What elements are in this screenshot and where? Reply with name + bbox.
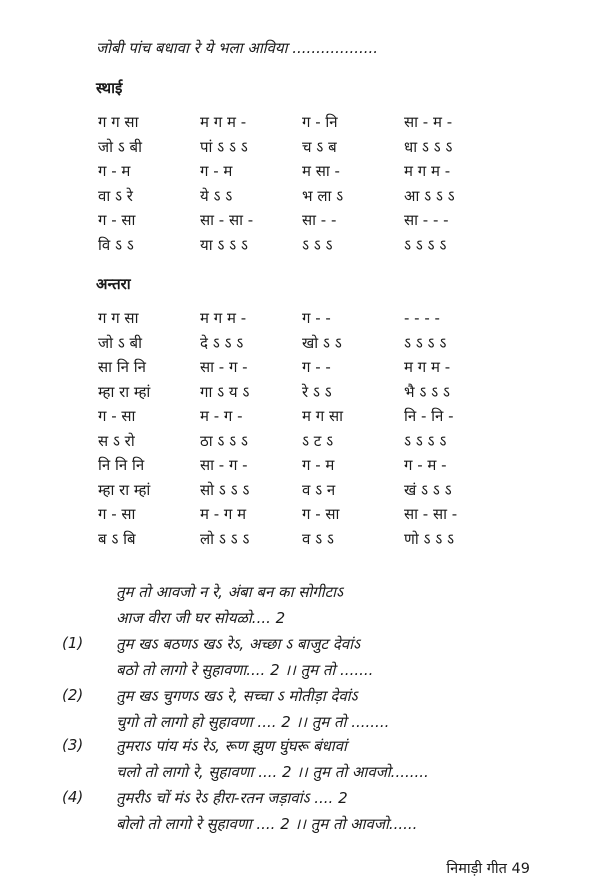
table-cell: वा ऽ रे bbox=[98, 186, 133, 205]
table-cell: सा - सा - bbox=[404, 505, 458, 524]
table-row bbox=[98, 355, 498, 380]
table-row bbox=[98, 306, 498, 331]
table-cell: खं ऽ ऽ ऽ bbox=[404, 480, 452, 499]
table-row bbox=[98, 502, 498, 527]
stanza-line: तुमरीऽ चों मंऽ रेऽ हीरा-रतन जड़ावांऽ .... 2 bbox=[116, 789, 348, 807]
table-cell: म - ग - bbox=[200, 407, 243, 426]
antara-notation-table bbox=[98, 306, 498, 551]
table-cell: व ऽ न bbox=[302, 480, 336, 499]
table-cell: खो ऽ ऽ bbox=[302, 333, 342, 352]
table-cell: ग - - bbox=[302, 358, 331, 377]
table-cell: ग - म - bbox=[404, 456, 447, 475]
table-row bbox=[98, 429, 498, 454]
stanza-line: तुम खऽ बठणऽ खऽ रेऽ, अच्छा ऽ बाजुट देवांऽ bbox=[116, 635, 360, 653]
stanza-line: बोलो तो लागो रे सुहावणा .... 2 ।। तुम तो आवजो...... bbox=[116, 815, 418, 833]
table-cell: म ग म - bbox=[404, 358, 451, 377]
table-cell: ठा ऽ ऽ ऽ bbox=[200, 431, 248, 450]
table-cell: ग - नि bbox=[302, 113, 338, 132]
table-cell: दे ऽ ऽ ऽ bbox=[200, 333, 244, 352]
stanza-number: (4) bbox=[62, 788, 84, 806]
table-cell: रे ऽ ऽ bbox=[302, 382, 332, 401]
table-cell: लो ऽ ऽ ऽ bbox=[200, 529, 250, 548]
table-cell: सो ऽ ऽ ऽ bbox=[200, 480, 250, 499]
stanza-number: (1) bbox=[62, 634, 84, 652]
table-cell: सा - ग - bbox=[200, 358, 248, 377]
table-cell: जो ऽ बी bbox=[98, 333, 143, 352]
table-cell: ग - म bbox=[302, 456, 335, 475]
table-row bbox=[98, 380, 498, 405]
table-cell: नि नि नि bbox=[98, 456, 145, 475]
table-cell: सा - ग - bbox=[200, 456, 248, 475]
table-cell: जो ऽ बी bbox=[98, 137, 143, 156]
table-cell: ग - - bbox=[302, 309, 331, 328]
table-row bbox=[98, 404, 498, 429]
table-cell: ग - सा bbox=[302, 505, 340, 524]
sthayi-notation-table bbox=[98, 110, 498, 257]
antara-heading: अन्तरा bbox=[96, 275, 131, 293]
table-cell: सा नि नि bbox=[98, 358, 146, 377]
stanza-number: (2) bbox=[62, 686, 84, 704]
stanza-line: बठो तो लागो रे सुहावणा.... 2 ।। तुम तो ....... bbox=[116, 661, 374, 679]
table-cell: म ग म - bbox=[200, 309, 247, 328]
table-cell: म सा - bbox=[302, 162, 340, 181]
table-cell: च ऽ ब bbox=[302, 137, 337, 156]
table-row bbox=[98, 233, 498, 258]
table-cell: धा ऽ ऽ ऽ bbox=[404, 137, 453, 156]
table-row bbox=[98, 331, 498, 356]
sthayi-heading: स्थाई bbox=[96, 79, 123, 97]
table-cell: म ग म - bbox=[200, 113, 247, 132]
stanza-line: चुगो तो लागो हो सुहावणा .... 2 ।। तुम तो ........ bbox=[116, 713, 390, 731]
title-line: जोबी पांच बधावा रे ये भला आविया .................. bbox=[96, 39, 379, 57]
table-row bbox=[98, 478, 498, 503]
table-cell: णो ऽ ऽ ऽ bbox=[404, 529, 455, 548]
table-cell: व ऽ ऽ bbox=[302, 529, 334, 548]
table-cell: सा - म - bbox=[404, 113, 453, 132]
table-row bbox=[98, 453, 498, 478]
table-cell: नि - नि - bbox=[404, 407, 454, 426]
page-footer: निमाड़ी गीत 49 bbox=[446, 861, 530, 877]
table-cell: भै ऽ ऽ ऽ bbox=[404, 382, 450, 401]
table-cell: आ ऽ ऽ ऽ bbox=[404, 186, 455, 205]
table-row bbox=[98, 527, 498, 552]
stanza-line: तुम खऽ चुगणऽ खऽ रे, सच्चा ऽ मोतीड़ा देवांऽ bbox=[116, 687, 358, 705]
table-cell: ग - सा bbox=[98, 505, 136, 524]
stanza-number: (3) bbox=[62, 736, 84, 754]
table-cell: ग ग सा bbox=[98, 113, 139, 132]
table-cell: म ग सा bbox=[302, 407, 343, 426]
table-cell: स ऽ रो bbox=[98, 431, 135, 450]
table-cell: भ ला ऽ bbox=[302, 186, 344, 205]
table-cell: या ऽ ऽ ऽ bbox=[200, 235, 248, 254]
table-cell: सा - - - bbox=[404, 211, 449, 230]
table-cell: - - - - bbox=[404, 309, 440, 328]
stanza-line: तुमराऽ पांय मंऽ रेऽ, रूण झुण घुंघरू बंधावां bbox=[116, 737, 347, 755]
table-cell: गा ऽ य ऽ bbox=[200, 382, 250, 401]
table-row bbox=[98, 159, 498, 184]
table-row bbox=[98, 208, 498, 233]
table-cell: म्हा रा म्हां bbox=[98, 480, 151, 499]
table-cell: ग - सा bbox=[98, 211, 136, 230]
table-cell: ग - म bbox=[98, 162, 131, 181]
table-cell: ऽ ऽ ऽ ऽ bbox=[404, 235, 447, 254]
table-cell: ऽ ऽ ऽ ऽ bbox=[404, 431, 447, 450]
table-cell: सा - - bbox=[302, 211, 337, 230]
table-cell: म्हा रा म्हां bbox=[98, 382, 151, 401]
table-cell: वि ऽ ऽ bbox=[98, 235, 134, 254]
table-cell: ऽ ऽ ऽ ऽ bbox=[404, 333, 447, 352]
table-row bbox=[98, 184, 498, 209]
table-cell: ग ग सा bbox=[98, 309, 139, 328]
table-cell: ग - सा bbox=[98, 407, 136, 426]
table-cell: ग - म bbox=[200, 162, 233, 181]
table-cell: सा - सा - bbox=[200, 211, 254, 230]
table-cell: ये ऽ ऽ bbox=[200, 186, 233, 205]
verse-intro-line: आज वीरा जी घर सोयळो.... 2 bbox=[116, 609, 286, 627]
table-cell: ऽ ट ऽ bbox=[302, 431, 334, 450]
table-row bbox=[98, 110, 498, 135]
stanza-line: चलो तो लागो रे, सुहावणा .... 2 ।। तुम तो आवजो........ bbox=[116, 763, 429, 781]
table-cell: पां ऽ ऽ ऽ bbox=[200, 137, 248, 156]
table-row bbox=[98, 135, 498, 160]
table-cell: ब ऽ बि bbox=[98, 529, 136, 548]
table-cell: म - ग म bbox=[200, 505, 247, 524]
table-cell: म ग म - bbox=[404, 162, 451, 181]
table-cell: ऽ ऽ ऽ bbox=[302, 235, 333, 254]
verse-intro-line: तुम तो आवजो न रे, अंबा बन का सोगीटाऽ bbox=[116, 583, 344, 601]
